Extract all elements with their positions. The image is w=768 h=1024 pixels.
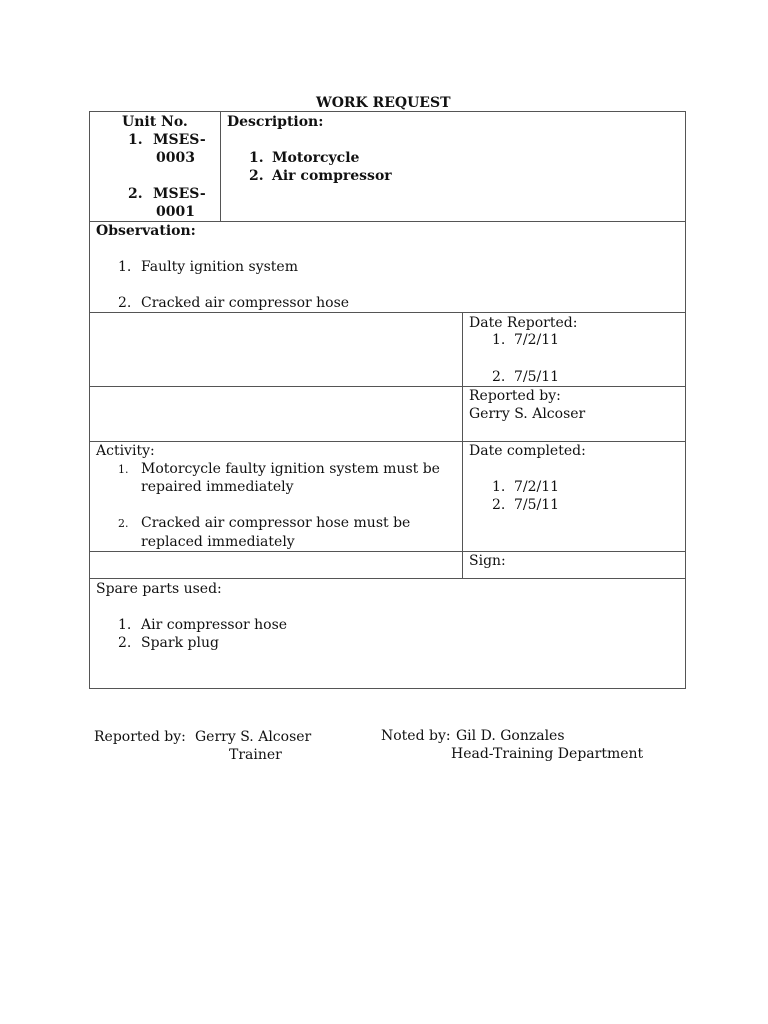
row-divider — [89, 551, 686, 552]
date-completed-marker: 2. — [492, 497, 506, 513]
footer-reported-label: Reported by: — [94, 729, 186, 745]
description-label: Description: — [227, 114, 324, 130]
spare-parts-item: Air compressor hose — [141, 617, 288, 633]
spare-parts-marker: 2. — [118, 635, 132, 651]
date-completed-label: Date completed: — [469, 443, 586, 459]
spare-parts-item: Spark plug — [141, 635, 219, 651]
footer-reported-name: Gerry S. Alcoser — [195, 729, 312, 745]
date-reported-marker: 2. — [492, 369, 506, 385]
table-border-top — [89, 111, 686, 112]
unit-number-marker: 2. — [128, 186, 143, 202]
date-reported-value: 7/5/11 — [514, 369, 560, 385]
table-border-bottom — [89, 688, 686, 689]
description-marker: 1. — [249, 150, 264, 166]
activity-item-line2: repaired immediately — [141, 479, 294, 495]
footer-noted-title: Head-Training Department — [451, 746, 644, 762]
spare-parts-label: Spare parts used: — [96, 581, 222, 597]
date-reported-marker: 1. — [492, 332, 506, 348]
sign-label: Sign: — [469, 553, 506, 569]
activity-item-line2: replaced immediately — [141, 534, 295, 550]
footer-noted-label: Noted by: — [381, 728, 451, 744]
footer-reported-title: Trainer — [229, 747, 282, 763]
observation-marker: 2. — [118, 295, 132, 311]
row-divider — [89, 386, 686, 387]
date-completed-value: 7/2/11 — [514, 479, 560, 495]
footer-noted-name: Gil D. Gonzales — [456, 728, 565, 744]
spare-parts-marker: 1. — [118, 617, 132, 633]
observation-label: Observation: — [96, 223, 196, 239]
activity-marker: 1. — [118, 463, 129, 476]
date-completed-value: 7/5/11 — [514, 497, 560, 513]
description-item: Motorcycle — [272, 150, 360, 166]
description-marker: 2. — [249, 168, 264, 184]
unit-number-line1: MSES- — [153, 186, 206, 202]
row-divider — [89, 578, 686, 579]
unit-number-marker: 1. — [128, 132, 143, 148]
activity-label: Activity: — [96, 443, 155, 459]
document-title: WORK REQUEST — [316, 95, 451, 111]
unit-number-line2: 0003 — [156, 150, 195, 166]
date-completed-marker: 1. — [492, 479, 506, 495]
activity-marker: 2. — [118, 517, 129, 530]
column-divider — [220, 111, 221, 221]
activity-item-line1: Cracked air compressor hose must be — [141, 515, 411, 531]
observation-item: Faulty ignition system — [141, 259, 298, 275]
row-divider — [89, 441, 686, 442]
unit-no-label: Unit No. — [122, 114, 188, 130]
table-border-left — [89, 111, 90, 689]
date-reported-label: Date Reported: — [469, 315, 578, 331]
observation-marker: 1. — [118, 259, 132, 275]
column-divider — [462, 312, 463, 579]
activity-item-line1: Motorcycle faulty ignition system must be — [141, 461, 440, 477]
row-divider — [89, 312, 686, 313]
reported-by-name: Gerry S. Alcoser — [469, 406, 586, 422]
unit-number-line2: 0001 — [156, 204, 195, 220]
reported-by-label: Reported by: — [469, 388, 561, 404]
observation-item: Cracked air compressor hose — [141, 295, 350, 311]
table-border-right — [685, 111, 686, 689]
unit-number-line1: MSES- — [153, 132, 206, 148]
description-item: Air compressor — [272, 168, 392, 184]
date-reported-value: 7/2/11 — [514, 332, 560, 348]
